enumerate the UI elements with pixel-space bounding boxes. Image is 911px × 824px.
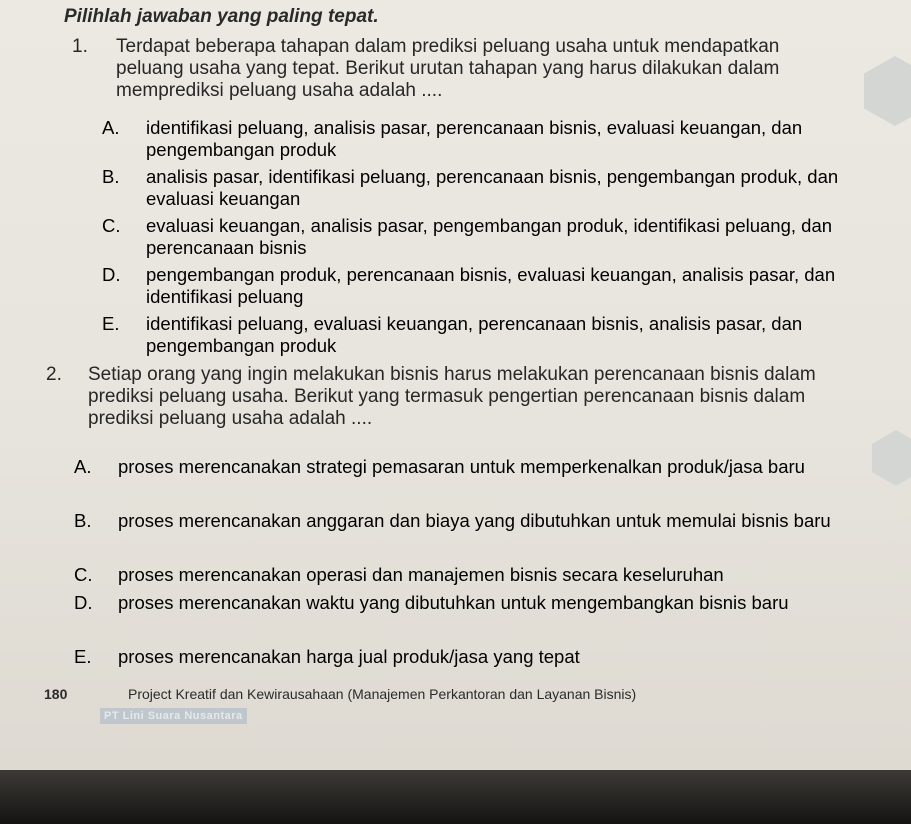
book-title: Project Kreatif dan Kewirausahaan (Manajemen Perkantoran dan Layanan Bisnis) (128, 686, 637, 702)
question-stem: Setiap orang yang ingin melakukan bisnis harus melakukan perencanaan bisnis dalam prediksi peluang usaha. Berikut yang termasuk pengertian perencanaan bisnis dalam prediksi peluang usaha adalah .... (88, 364, 816, 429)
page-shadow (0, 770, 911, 824)
option-letter: B. (74, 510, 92, 531)
option-text: proses merencanakan operasi dan manajemen bisnis secara keseluruhan (118, 564, 724, 585)
option-text: proses merencanakan anggaran dan biaya yang dibutuhkan untuk memulai bisnis baru (118, 510, 831, 531)
option-letter: D. (102, 264, 121, 285)
option-text: identifikasi peluang, evaluasi keuangan, perencanaan bisnis, analisis pasar, dan pengembangan produk (146, 313, 803, 356)
option-1-b[interactable] (102, 166, 842, 210)
option-2-b[interactable] (74, 510, 834, 532)
option-1-d[interactable] (102, 264, 842, 308)
option-2-e[interactable] (74, 646, 834, 668)
option-letter: C. (74, 564, 93, 585)
instruction-heading: Pilihlah jawaban yang paling tepat. (64, 6, 379, 27)
option-letter: B. (102, 166, 120, 187)
question-stem: Terdapat beberapa tahapan dalam prediksi peluang usaha untuk mendapatkan peluang usaha yang tepat. Berikut urutan tahapan yang harus dilakukan dalam memprediksi peluang usaha adalah .... (116, 36, 780, 101)
option-2-c[interactable] (74, 564, 834, 586)
option-text: proses merencanakan harga jual produk/jasa yang tepat (118, 646, 580, 667)
option-text: identifikasi peluang, analisis pasar, perencanaan bisnis, evaluasi keuangan, dan pengembangan produk (146, 117, 803, 160)
page-number: 180 (44, 686, 68, 702)
option-1-a[interactable] (102, 117, 842, 161)
question-2 (46, 364, 846, 430)
option-text: evaluasi keuangan, analisis pasar, pengembangan produk, identifikasi peluang, dan perencanaan bisnis (146, 215, 833, 258)
question-1 (72, 36, 852, 102)
option-1-c[interactable] (102, 215, 842, 259)
decorative-hexagon (872, 430, 911, 486)
option-2-a[interactable] (74, 456, 834, 478)
decorative-hexagon (864, 56, 911, 126)
question-number: 2. (46, 364, 62, 385)
option-2-d[interactable] (74, 592, 834, 614)
option-1-e[interactable] (102, 313, 842, 357)
option-text: pengembangan produk, perencanaan bisnis, evaluasi keuangan, analisis pasar, dan identifikasi peluang (146, 264, 836, 307)
option-letter: A. (74, 456, 92, 477)
option-letter: A. (102, 117, 120, 138)
publisher-label: PT Lini Suara Nusantara (100, 708, 247, 724)
option-text: analisis pasar, identifikasi peluang, perencanaan bisnis, pengembangan produk, dan evaluasi keuangan (146, 166, 839, 209)
option-letter: C. (102, 215, 121, 236)
option-text: proses merencanakan waktu yang dibutuhkan untuk mengembangkan bisnis baru (118, 592, 789, 613)
option-text: proses merencanakan strategi pemasaran untuk memperkenalkan produk/jasa baru (118, 456, 805, 477)
option-letter: E. (102, 313, 120, 334)
option-letter: D. (74, 592, 93, 613)
option-letter: E. (74, 646, 92, 667)
question-number: 1. (72, 36, 88, 57)
